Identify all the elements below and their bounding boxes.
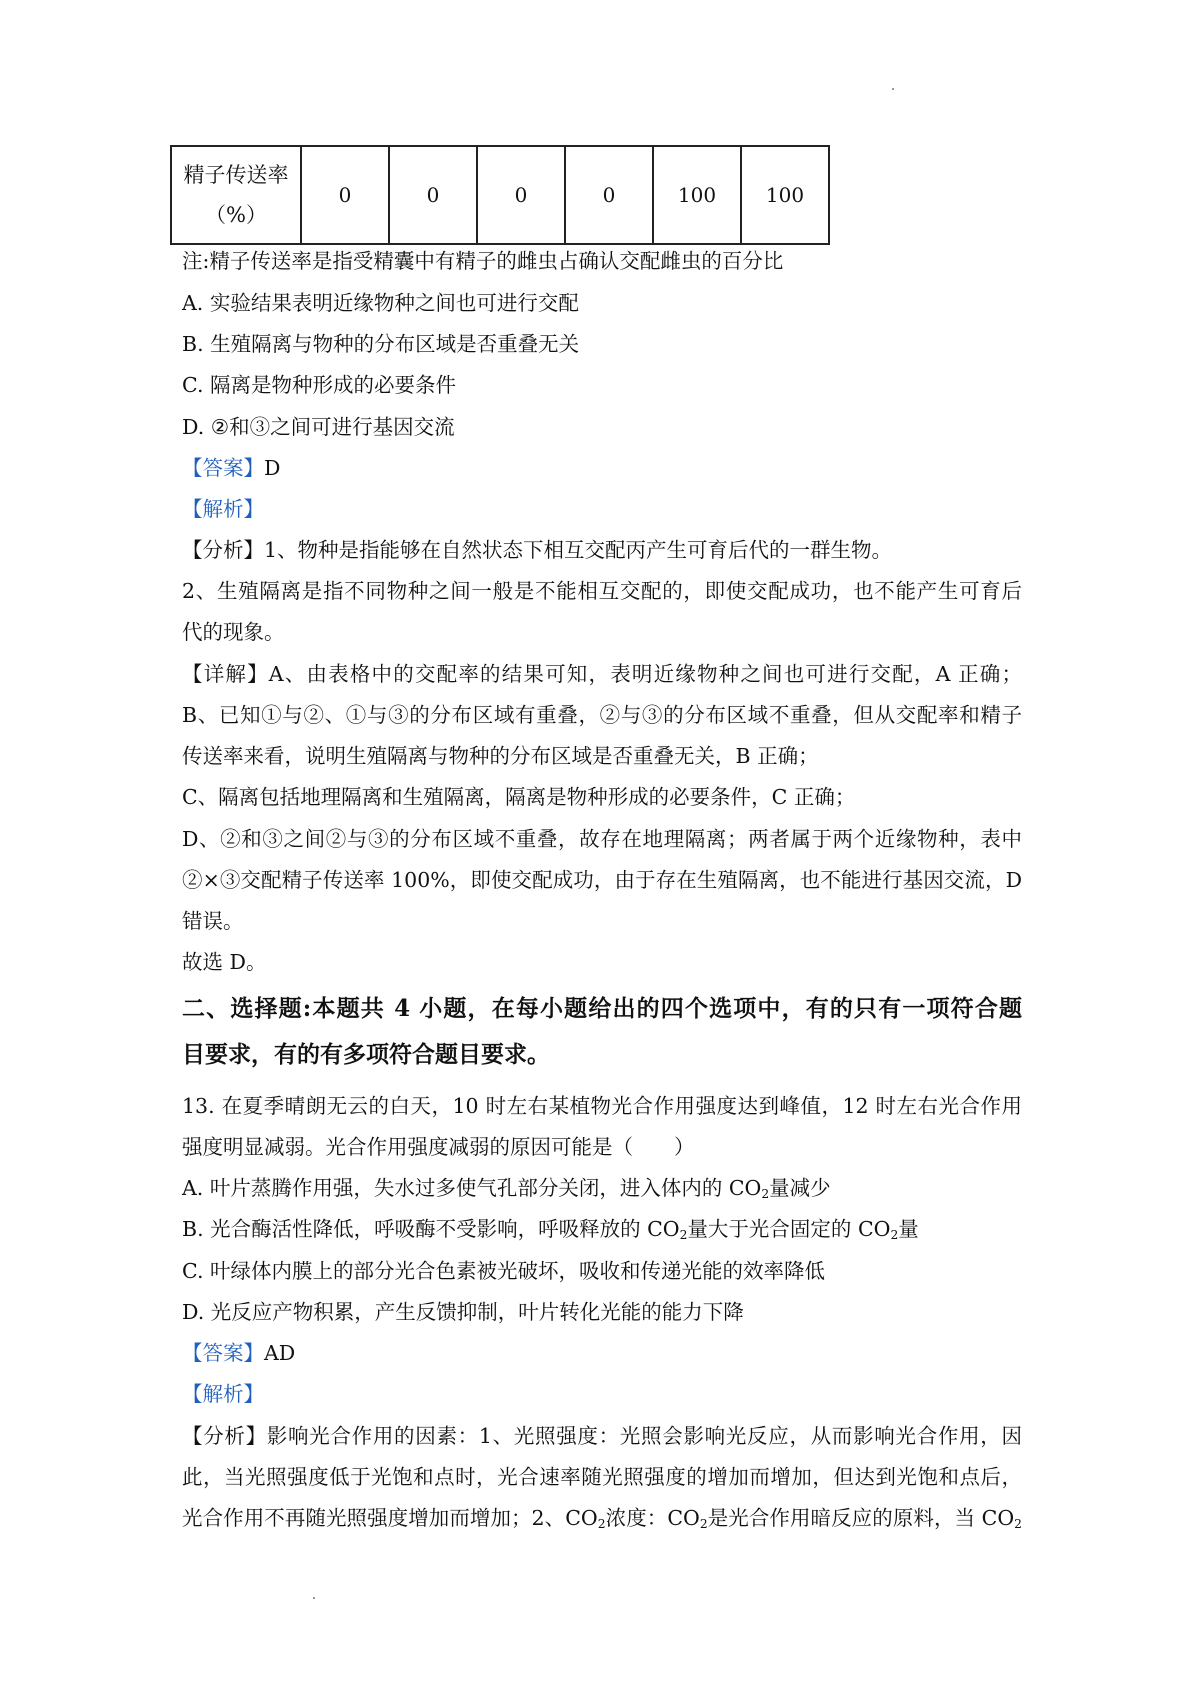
- detail-text: ②×③交配精子传送率 100%，即使交配成功，由于存在生殖隔离，也不能进行基因交流，D: [182, 868, 1022, 892]
- detail-text: 错误。: [182, 909, 244, 933]
- detail-text: B、已知①与②、①与③的分布区域有重叠，②与③的分布区域不重叠，但从交配率和精子: [182, 703, 1022, 727]
- answer-line: [182, 454, 280, 482]
- table-row: [171, 146, 829, 244]
- analysis-text: 代的现象。: [182, 620, 285, 644]
- subscript: 2: [597, 1517, 606, 1532]
- answer-value: D: [264, 456, 281, 480]
- subscript: 2: [699, 1517, 708, 1532]
- table-cell: 0: [301, 146, 389, 244]
- subscript: 2: [761, 1187, 770, 1202]
- detail-line: [182, 660, 1022, 688]
- option-text: 量大于光合固定的 CO: [687, 1217, 891, 1241]
- section-heading: 目要求，有的有多项符合题目要求。: [182, 1041, 550, 1068]
- analysis-text: 2、生殖隔离是指不同物种之间一般是不能相互交配的，即使交配成功，也不能产生可育后: [182, 579, 1022, 603]
- analysis-label: 【解析】: [182, 1382, 264, 1406]
- scan-dot: [313, 1597, 315, 1599]
- analysis-line: [182, 1422, 1022, 1450]
- analysis-label: 【解析】: [182, 497, 264, 521]
- scan-dot: [892, 88, 894, 90]
- option-text: A. 叶片蒸腾作用强，失水过多使气孔部分关闭，进入体内的 CO: [182, 1176, 762, 1200]
- question-stem: 13. 在夏季晴朗无云的白天，10 时左右某植物光合作用强度达到峰值，12 时左右光合作用: [182, 1094, 1022, 1118]
- answer-line: [182, 1339, 295, 1367]
- subscript: 2: [1014, 1517, 1022, 1532]
- option-b: [182, 1215, 919, 1243]
- analysis-text: 1、物种是指能够在自然状态下相互交配丙产生可育后代的一群生物。: [264, 538, 893, 562]
- sperm-transfer-table: [170, 145, 830, 245]
- analysis-text-part: 光合作用不再随光照强度增加而增加；2、CO: [182, 1506, 598, 1530]
- option-d: D. ②和③之间可进行基因交流: [182, 415, 455, 439]
- option-c: C. 叶绿体内膜上的部分光合色素被光破坏，吸收和传递光能的效率降低: [182, 1259, 825, 1283]
- analysis-text: 此，当光照强度低于光饱和点时，光合速率随光照强度的增加而增加，但达到光饱和点后，: [182, 1465, 1022, 1489]
- option-a: A. 实验结果表明近缘物种之间也可进行交配: [182, 291, 579, 315]
- table-row-header: 精子传送率（%）: [171, 146, 301, 244]
- question-stem: 强度明显减弱。光合作用强度减弱的原因可能是（ ）: [182, 1135, 695, 1159]
- table-cell: 0: [389, 146, 477, 244]
- section-heading: 二、选择题:本题共 4 小题，在每小题给出的四个选项中，有的只有一项符合题: [182, 995, 1022, 1022]
- analysis-text-part: 是光合作用暗反应的原料，当 CO: [707, 1506, 1015, 1530]
- subscript: 2: [679, 1228, 688, 1243]
- table-cell: 100: [741, 146, 829, 244]
- option-b: B. 生殖隔离与物种的分布区域是否重叠无关: [182, 332, 580, 356]
- fenxi-label: 【分析】: [182, 538, 264, 562]
- subscript: 2: [890, 1228, 899, 1243]
- fenxi-label: 【分析】: [182, 1424, 267, 1448]
- option-c: C. 隔离是物种形成的必要条件: [182, 373, 456, 397]
- conclusion: 故选 D。: [182, 950, 267, 974]
- analysis-line: [182, 536, 892, 564]
- detail-label: 【详解】: [182, 662, 269, 686]
- answer-label: 【答案】: [182, 456, 264, 480]
- table-cell: 0: [477, 146, 565, 244]
- detail-text: D、②和③之间②与③的分布区域不重叠，故存在地理隔离；两者属于两个近缘物种，表中: [182, 827, 1022, 851]
- answer-label: 【答案】: [182, 1341, 264, 1365]
- table-note: 注:精子传送率是指受精囊中有精子的雌虫占确认交配雌虫的百分比: [182, 249, 784, 273]
- analysis-text: 影响光合作用的因素：1、光照强度：光照会影响光反应，从而影响光合作用，因: [266, 1424, 1023, 1448]
- analysis-text: [182, 1504, 1022, 1532]
- answer-value: AD: [264, 1341, 296, 1365]
- option-a: [182, 1174, 831, 1202]
- table-cell: 0: [565, 146, 653, 244]
- detail-text: 传送率来看，说明生殖隔离与物种的分布区域是否重叠无关，B 正确；: [182, 744, 819, 768]
- analysis-text-part: 浓度：CO: [605, 1506, 700, 1530]
- detail-text: A、由表格中的交配率的结果可知，表明近缘物种之间也可进行交配，A 正确；: [268, 662, 1023, 686]
- option-text: 量减少: [769, 1176, 831, 1200]
- option-text: 量: [898, 1217, 919, 1241]
- option-text: B. 光合酶活性降低，呼吸酶不受影响，呼吸释放的 CO: [182, 1217, 680, 1241]
- table-cell: 100: [653, 146, 741, 244]
- detail-text: C、隔离包括地理隔离和生殖隔离，隔离是物种形成的必要条件，C 正确；: [182, 785, 856, 809]
- option-d: D. 光反应产物积累，产生反馈抑制，叶片转化光能的能力下降: [182, 1300, 744, 1324]
